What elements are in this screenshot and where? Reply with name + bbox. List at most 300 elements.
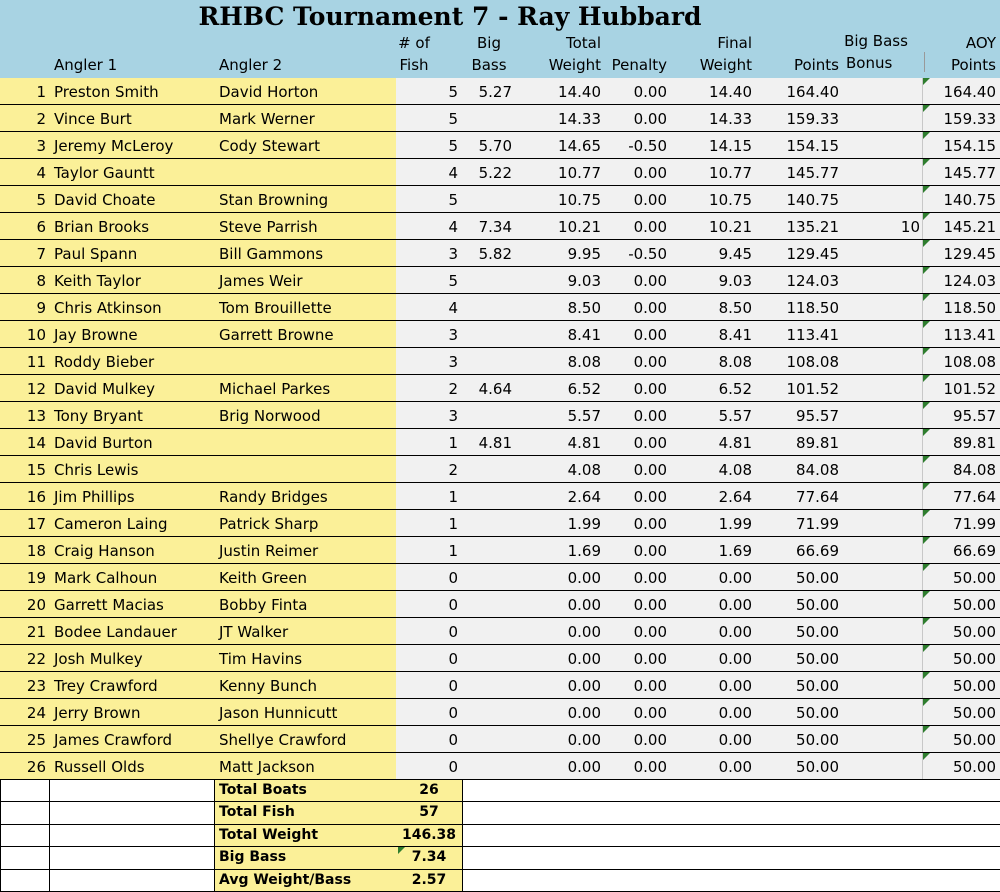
points-cell[interactable]: 154.15 bbox=[786, 137, 839, 155]
big-bass-cell[interactable]: 5.82 bbox=[478, 245, 512, 263]
final-weight-cell[interactable]: 14.33 bbox=[709, 110, 752, 128]
penalty-cell[interactable]: 0.00 bbox=[633, 677, 667, 695]
empty-cell[interactable] bbox=[0, 825, 50, 846]
points-cell[interactable]: 129.45 bbox=[786, 245, 839, 263]
angler-2-cell[interactable]: Michael Parkes bbox=[219, 380, 331, 398]
header-fish-line1: # of bbox=[398, 34, 430, 52]
points-cell[interactable]: 50.00 bbox=[796, 677, 839, 695]
total-weight-cell[interactable]: 0.00 bbox=[567, 677, 601, 695]
rank-cell[interactable]: 12 bbox=[26, 380, 46, 398]
aoy-points-cell[interactable]: 50.00 bbox=[953, 731, 996, 749]
total-weight-cell[interactable]: 0.00 bbox=[567, 704, 601, 722]
aoy-points-cell[interactable]: 66.69 bbox=[953, 542, 996, 560]
fish-count-cell[interactable]: 0 bbox=[448, 758, 458, 776]
angler-2-cell[interactable]: Patrick Sharp bbox=[219, 515, 319, 533]
empty-cell[interactable] bbox=[0, 870, 50, 891]
header-band bbox=[0, 0, 1000, 79]
rank-cell[interactable]: 1 bbox=[36, 83, 46, 101]
fish-count-cell[interactable]: 0 bbox=[448, 704, 458, 722]
final-weight-cell[interactable]: 1.99 bbox=[718, 515, 752, 533]
aoy-points-cell[interactable]: 164.40 bbox=[943, 83, 996, 101]
penalty-cell[interactable]: 0.00 bbox=[633, 623, 667, 641]
final-weight-cell[interactable]: 5.57 bbox=[718, 407, 752, 425]
rank-cell[interactable]: 17 bbox=[26, 515, 46, 533]
final-weight-cell[interactable]: 0.00 bbox=[718, 704, 752, 722]
fish-count-cell[interactable]: 2 bbox=[448, 380, 458, 398]
total-weight-cell[interactable]: 4.81 bbox=[567, 434, 601, 452]
angler-2-cell[interactable]: Mark Werner bbox=[219, 110, 315, 128]
aoy-points-cell[interactable]: 108.08 bbox=[943, 353, 996, 371]
penalty-cell[interactable]: 0.00 bbox=[633, 461, 667, 479]
penalty-cell[interactable]: 0.00 bbox=[633, 191, 667, 209]
angler-1-cell[interactable]: Chris Lewis bbox=[54, 461, 139, 479]
aoy-points-cell[interactable]: 50.00 bbox=[953, 677, 996, 695]
rank-cell[interactable]: 13 bbox=[26, 407, 46, 425]
totals-label[interactable]: Total Boats bbox=[215, 780, 396, 801]
table-row bbox=[0, 672, 1000, 699]
angler-2-cell[interactable]: Shellye Crawford bbox=[219, 731, 347, 749]
big-bass-cell[interactable]: 5.70 bbox=[478, 137, 512, 155]
aoy-points-cell[interactable]: 50.00 bbox=[953, 704, 996, 722]
penalty-cell[interactable]: 0.00 bbox=[633, 758, 667, 776]
total-weight-cell[interactable]: 8.50 bbox=[567, 299, 601, 317]
fish-count-cell[interactable]: 1 bbox=[448, 434, 458, 452]
total-weight-cell[interactable]: 1.99 bbox=[567, 515, 601, 533]
empty-cell[interactable] bbox=[50, 825, 215, 846]
final-weight-cell[interactable]: 10.21 bbox=[709, 218, 752, 236]
final-weight-cell[interactable]: 4.08 bbox=[718, 461, 752, 479]
angler-2-cell[interactable]: Kenny Bunch bbox=[219, 677, 318, 695]
angler-1-cell[interactable]: Mark Calhoun bbox=[54, 569, 158, 587]
big-bass-cell[interactable]: 7.34 bbox=[478, 218, 512, 236]
angler-1-cell[interactable]: Jerry Brown bbox=[54, 704, 141, 722]
points-cell[interactable]: 135.21 bbox=[786, 218, 839, 236]
results-table bbox=[0, 78, 1000, 780]
header-penalty: Penalty bbox=[611, 56, 667, 74]
total-weight-cell[interactable]: 0.00 bbox=[567, 650, 601, 668]
rank-cell[interactable]: 9 bbox=[36, 299, 46, 317]
totals-label[interactable]: Big Bass bbox=[215, 847, 396, 868]
fish-count-cell[interactable]: 5 bbox=[448, 272, 458, 290]
total-weight-cell[interactable]: 8.08 bbox=[567, 353, 601, 371]
final-weight-cell[interactable]: 10.75 bbox=[709, 191, 752, 209]
penalty-cell[interactable]: 0.00 bbox=[633, 434, 667, 452]
angler-2-cell[interactable]: Tom Brouillette bbox=[219, 299, 332, 317]
totals-label[interactable]: Total Fish bbox=[215, 802, 396, 823]
total-weight-cell[interactable]: 14.65 bbox=[558, 137, 601, 155]
angler-1-cell[interactable]: Trey Crawford bbox=[54, 677, 158, 695]
total-weight-cell[interactable]: 0.00 bbox=[567, 758, 601, 776]
fish-count-cell[interactable]: 0 bbox=[448, 596, 458, 614]
aoy-points-cell[interactable]: 140.75 bbox=[943, 191, 996, 209]
final-weight-cell[interactable]: 9.45 bbox=[718, 245, 752, 263]
angler-1-cell[interactable]: Bodee Landauer bbox=[54, 623, 177, 641]
penalty-cell[interactable]: -0.50 bbox=[628, 137, 667, 155]
rank-cell[interactable]: 14 bbox=[26, 434, 46, 452]
table-row bbox=[0, 537, 1000, 564]
aoy-points-cell[interactable]: 77.64 bbox=[953, 488, 996, 506]
fish-count-cell[interactable]: 4 bbox=[448, 164, 458, 182]
header-angler-2: Angler 2 bbox=[219, 56, 283, 74]
header-bigbass-line1: Big bbox=[477, 34, 501, 52]
rank-cell[interactable]: 10 bbox=[26, 326, 46, 344]
rank-cell[interactable]: 25 bbox=[26, 731, 46, 749]
points-cell[interactable]: 89.81 bbox=[796, 434, 839, 452]
total-weight-cell[interactable]: 0.00 bbox=[567, 596, 601, 614]
angler-1-cell[interactable]: Craig Hanson bbox=[54, 542, 155, 560]
angler-2-cell[interactable]: Stan Browning bbox=[219, 191, 329, 209]
points-cell[interactable]: 50.00 bbox=[796, 731, 839, 749]
points-cell[interactable]: 50.00 bbox=[796, 704, 839, 722]
table-row bbox=[0, 645, 1000, 672]
final-weight-cell[interactable]: 14.40 bbox=[709, 83, 752, 101]
angler-2-cell[interactable]: Cody Stewart bbox=[219, 137, 320, 155]
table-row bbox=[0, 267, 1000, 294]
aoy-points-cell[interactable]: 50.00 bbox=[953, 596, 996, 614]
angler-1-cell[interactable]: Vince Burt bbox=[54, 110, 132, 128]
fish-count-cell[interactable]: 0 bbox=[448, 650, 458, 668]
penalty-cell[interactable]: 0.00 bbox=[633, 407, 667, 425]
fish-count-cell[interactable]: 4 bbox=[448, 218, 458, 236]
final-weight-cell[interactable]: 14.15 bbox=[709, 137, 752, 155]
big-bass-cell[interactable]: 4.64 bbox=[478, 380, 512, 398]
points-cell[interactable]: 164.40 bbox=[786, 83, 839, 101]
aoy-points-cell[interactable]: 129.45 bbox=[943, 245, 996, 263]
angler-1-cell[interactable]: Jeremy McLeroy bbox=[54, 137, 174, 155]
angler-1-cell[interactable]: Josh Mulkey bbox=[54, 650, 143, 668]
table-row bbox=[0, 402, 1000, 429]
penalty-cell[interactable]: 0.00 bbox=[633, 704, 667, 722]
fish-count-cell[interactable]: 4 bbox=[448, 299, 458, 317]
fish-count-cell[interactable]: 3 bbox=[448, 245, 458, 263]
big-bass-cell[interactable]: 5.22 bbox=[478, 164, 512, 182]
aoy-points-cell[interactable]: 154.15 bbox=[943, 137, 996, 155]
total-weight-cell[interactable]: 6.52 bbox=[567, 380, 601, 398]
angler-2-cell[interactable]: Justin Reimer bbox=[219, 542, 319, 560]
points-cell[interactable]: 77.64 bbox=[796, 488, 839, 506]
totals-row bbox=[0, 780, 1000, 802]
final-weight-cell[interactable]: 9.03 bbox=[718, 272, 752, 290]
header-bigbass-line2: Bass bbox=[471, 56, 507, 74]
total-weight-cell[interactable]: 1.69 bbox=[567, 542, 601, 560]
angler-2-cell[interactable]: Randy Bridges bbox=[219, 488, 328, 506]
table-row bbox=[0, 483, 1000, 510]
fish-count-cell[interactable]: 0 bbox=[448, 677, 458, 695]
total-weight-cell[interactable]: 8.41 bbox=[567, 326, 601, 344]
fish-count-cell[interactable]: 0 bbox=[448, 731, 458, 749]
table-row bbox=[0, 348, 1000, 375]
totals-value[interactable]: 7.34 bbox=[396, 847, 463, 868]
penalty-cell[interactable]: 0.00 bbox=[633, 731, 667, 749]
final-weight-cell[interactable]: 0.00 bbox=[718, 677, 752, 695]
angler-2-cell[interactable]: Tim Havins bbox=[219, 650, 303, 668]
rank-cell[interactable]: 16 bbox=[26, 488, 46, 506]
final-weight-cell[interactable]: 8.41 bbox=[718, 326, 752, 344]
angler-1-cell[interactable]: James Crawford bbox=[54, 731, 173, 749]
rank-cell[interactable]: 23 bbox=[26, 677, 46, 695]
points-cell[interactable]: 95.57 bbox=[796, 407, 839, 425]
points-cell[interactable]: 50.00 bbox=[796, 569, 839, 587]
totals-row bbox=[0, 825, 1000, 847]
points-cell[interactable]: 159.33 bbox=[786, 110, 839, 128]
angler-1-cell[interactable]: Taylor Gauntt bbox=[54, 164, 155, 182]
angler-2-cell[interactable]: Garrett Browne bbox=[219, 326, 334, 344]
rank-cell[interactable]: 19 bbox=[26, 569, 46, 587]
angler-1-cell[interactable]: David Mulkey bbox=[54, 380, 155, 398]
penalty-cell[interactable]: 0.00 bbox=[633, 164, 667, 182]
points-cell[interactable]: 118.50 bbox=[786, 299, 839, 317]
angler-1-cell[interactable]: Keith Taylor bbox=[54, 272, 141, 290]
aoy-points-cell[interactable]: 71.99 bbox=[953, 515, 996, 533]
final-weight-cell[interactable]: 2.64 bbox=[718, 488, 752, 506]
aoy-points-cell[interactable]: 50.00 bbox=[953, 623, 996, 641]
empty-cell[interactable] bbox=[0, 802, 50, 823]
header-total-line1: Total bbox=[565, 34, 601, 52]
table-row bbox=[0, 510, 1000, 537]
sheet-title: RHBC Tournament 7 - Ray Hubbard bbox=[198, 2, 702, 31]
penalty-cell[interactable]: 0.00 bbox=[633, 299, 667, 317]
header-bonus-line2: Bonus bbox=[846, 54, 893, 72]
table-row bbox=[0, 699, 1000, 726]
angler-1-cell[interactable]: David Burton bbox=[54, 434, 153, 452]
total-weight-cell[interactable]: 10.21 bbox=[558, 218, 601, 236]
fish-count-cell[interactable]: 3 bbox=[448, 326, 458, 344]
points-cell[interactable]: 71.99 bbox=[796, 515, 839, 533]
totals-label[interactable]: Avg Weight/Bass bbox=[215, 870, 396, 891]
points-cell[interactable]: 84.08 bbox=[796, 461, 839, 479]
total-weight-cell[interactable]: 0.00 bbox=[567, 623, 601, 641]
table-row bbox=[0, 105, 1000, 132]
aoy-points-cell[interactable]: 145.21 bbox=[943, 218, 996, 236]
points-cell[interactable]: 66.69 bbox=[796, 542, 839, 560]
angler-2-cell[interactable]: JT Walker bbox=[219, 623, 289, 641]
formula-flag-icon bbox=[398, 847, 405, 854]
points-cell[interactable]: 50.00 bbox=[796, 758, 839, 776]
rank-cell[interactable]: 20 bbox=[26, 596, 46, 614]
total-weight-cell[interactable]: 9.95 bbox=[567, 245, 601, 263]
rank-cell[interactable]: 6 bbox=[36, 218, 46, 236]
header-separator bbox=[924, 52, 925, 72]
total-weight-cell[interactable]: 9.03 bbox=[567, 272, 601, 290]
penalty-cell[interactable]: 0.00 bbox=[633, 218, 667, 236]
rank-cell[interactable]: 11 bbox=[26, 353, 46, 371]
penalty-cell[interactable]: 0.00 bbox=[633, 650, 667, 668]
penalty-cell[interactable]: 0.00 bbox=[633, 272, 667, 290]
table-row bbox=[0, 429, 1000, 456]
penalty-cell[interactable]: 0.00 bbox=[633, 542, 667, 560]
points-cell[interactable]: 50.00 bbox=[796, 596, 839, 614]
header-final-line1: Final bbox=[717, 34, 752, 52]
header-aoy-line1: AOY bbox=[965, 34, 996, 52]
rank-cell[interactable]: 15 bbox=[26, 461, 46, 479]
penalty-cell[interactable]: 0.00 bbox=[633, 488, 667, 506]
points-cell[interactable]: 50.00 bbox=[796, 650, 839, 668]
angler-2-cell[interactable]: Keith Green bbox=[219, 569, 308, 587]
header-aoy-line2: Points bbox=[950, 56, 996, 74]
fish-count-cell[interactable]: 5 bbox=[448, 191, 458, 209]
angler-1-cell[interactable]: Preston Smith bbox=[54, 83, 159, 101]
empty-cell[interactable] bbox=[50, 847, 215, 868]
angler-1-cell[interactable]: Chris Atkinson bbox=[54, 299, 162, 317]
aoy-points-cell[interactable]: 159.33 bbox=[943, 110, 996, 128]
header-angler-1: Angler 1 bbox=[54, 56, 118, 74]
aoy-points-cell[interactable]: 113.41 bbox=[943, 326, 996, 344]
rank-cell[interactable]: 2 bbox=[36, 110, 46, 128]
empty-cell[interactable] bbox=[50, 780, 215, 801]
aoy-points-cell[interactable]: 145.77 bbox=[943, 164, 996, 182]
totals-row bbox=[0, 847, 1000, 869]
aoy-points-cell[interactable]: 101.52 bbox=[943, 380, 996, 398]
rank-cell[interactable]: 21 bbox=[26, 623, 46, 641]
final-weight-cell[interactable]: 10.77 bbox=[709, 164, 752, 182]
fish-count-cell[interactable]: 5 bbox=[448, 137, 458, 155]
angler-1-cell[interactable]: Brian Brooks bbox=[54, 218, 150, 236]
total-weight-cell[interactable]: 4.08 bbox=[567, 461, 601, 479]
aoy-points-cell[interactable]: 50.00 bbox=[953, 569, 996, 587]
final-weight-cell[interactable]: 0.00 bbox=[718, 596, 752, 614]
penalty-cell[interactable]: 0.00 bbox=[633, 380, 667, 398]
fish-count-cell[interactable]: 0 bbox=[448, 623, 458, 641]
fish-count-cell[interactable]: 1 bbox=[448, 542, 458, 560]
totals-value[interactable]: 2.57 bbox=[396, 870, 463, 891]
total-weight-cell[interactable]: 0.00 bbox=[567, 731, 601, 749]
points-cell[interactable]: 145.77 bbox=[786, 164, 839, 182]
angler-2-cell[interactable]: James Weir bbox=[219, 272, 303, 290]
angler-1-cell[interactable]: David Choate bbox=[54, 191, 156, 209]
empty-cell[interactable] bbox=[0, 847, 50, 868]
penalty-cell[interactable]: 0.00 bbox=[633, 326, 667, 344]
fish-count-cell[interactable]: 0 bbox=[448, 569, 458, 587]
angler-1-cell[interactable]: Cameron Laing bbox=[54, 515, 168, 533]
totals-value[interactable]: 57 bbox=[396, 802, 463, 823]
final-weight-cell[interactable]: 0.00 bbox=[718, 569, 752, 587]
fish-count-cell[interactable]: 5 bbox=[448, 110, 458, 128]
aoy-points-cell[interactable]: 84.08 bbox=[953, 461, 996, 479]
empty-cell[interactable] bbox=[0, 780, 50, 801]
penalty-cell[interactable]: 0.00 bbox=[633, 515, 667, 533]
points-cell[interactable]: 140.75 bbox=[786, 191, 839, 209]
penalty-cell[interactable]: 0.00 bbox=[633, 110, 667, 128]
totals-label[interactable]: Total Weight bbox=[215, 825, 396, 846]
totals-value[interactable]: 26 bbox=[396, 780, 463, 801]
fish-count-cell[interactable]: 3 bbox=[448, 407, 458, 425]
big-bass-cell[interactable]: 5.27 bbox=[478, 83, 512, 101]
points-cell[interactable]: 50.00 bbox=[796, 623, 839, 641]
angler-2-cell[interactable]: Brig Norwood bbox=[219, 407, 321, 425]
points-cell[interactable]: 108.08 bbox=[786, 353, 839, 371]
angler-1-cell[interactable]: Tony Bryant bbox=[54, 407, 143, 425]
table-row bbox=[0, 456, 1000, 483]
total-weight-cell[interactable]: 2.64 bbox=[567, 488, 601, 506]
header-bonus-line1: Big Bass bbox=[844, 32, 908, 50]
fish-count-cell[interactable]: 2 bbox=[448, 461, 458, 479]
final-weight-cell[interactable]: 0.00 bbox=[718, 758, 752, 776]
angler-1-cell[interactable]: Russell Olds bbox=[54, 758, 145, 776]
rank-cell[interactable]: 5 bbox=[36, 191, 46, 209]
rank-cell[interactable]: 26 bbox=[26, 758, 46, 776]
rank-cell[interactable]: 8 bbox=[36, 272, 46, 290]
penalty-cell[interactable]: 0.00 bbox=[633, 353, 667, 371]
table-row bbox=[0, 186, 1000, 213]
aoy-points-cell[interactable]: 50.00 bbox=[953, 650, 996, 668]
angler-2-cell[interactable]: Jason Hunnicutt bbox=[219, 704, 338, 722]
fish-count-cell[interactable]: 3 bbox=[448, 353, 458, 371]
total-weight-cell[interactable]: 14.33 bbox=[558, 110, 601, 128]
final-weight-cell[interactable]: 8.50 bbox=[718, 299, 752, 317]
totals-value[interactable]: 146.38 bbox=[396, 825, 463, 846]
points-cell[interactable]: 101.52 bbox=[786, 380, 839, 398]
angler-1-cell[interactable]: Roddy Bieber bbox=[54, 353, 155, 371]
rank-cell[interactable]: 4 bbox=[36, 164, 46, 182]
big-bass-bonus-cell[interactable]: 10 bbox=[900, 218, 920, 236]
empty-cell[interactable] bbox=[50, 802, 215, 823]
points-cell[interactable]: 124.03 bbox=[786, 272, 839, 290]
totals-row bbox=[0, 802, 1000, 824]
header-final-line2: Weight bbox=[699, 56, 752, 74]
table-row bbox=[0, 564, 1000, 591]
final-weight-cell[interactable]: 0.00 bbox=[718, 650, 752, 668]
rank-cell[interactable]: 7 bbox=[36, 245, 46, 263]
angler-2-cell[interactable]: Steve Parrish bbox=[219, 218, 318, 236]
empty-cell[interactable] bbox=[50, 870, 215, 891]
table-row bbox=[0, 240, 1000, 267]
big-bass-cell[interactable]: 4.81 bbox=[478, 434, 512, 452]
final-weight-cell[interactable]: 8.08 bbox=[718, 353, 752, 371]
rank-cell[interactable]: 3 bbox=[36, 137, 46, 155]
final-weight-cell[interactable]: 6.52 bbox=[718, 380, 752, 398]
penalty-cell[interactable]: 0.00 bbox=[633, 83, 667, 101]
total-weight-cell[interactable]: 0.00 bbox=[567, 569, 601, 587]
aoy-points-cell[interactable]: 50.00 bbox=[953, 758, 996, 776]
penalty-cell[interactable]: 0.00 bbox=[633, 569, 667, 587]
table-row bbox=[0, 213, 1000, 240]
final-weight-cell[interactable]: 0.00 bbox=[718, 623, 752, 641]
aoy-points-cell[interactable]: 95.57 bbox=[953, 407, 996, 425]
penalty-cell[interactable]: 0.00 bbox=[633, 596, 667, 614]
final-weight-cell[interactable]: 1.69 bbox=[718, 542, 752, 560]
angler-1-cell[interactable]: Paul Spann bbox=[54, 245, 138, 263]
table-row bbox=[0, 321, 1000, 348]
angler-2-cell[interactable]: Matt Jackson bbox=[219, 758, 315, 776]
table-row bbox=[0, 78, 1000, 105]
aoy-points-cell[interactable]: 118.50 bbox=[943, 299, 996, 317]
rank-cell[interactable]: 18 bbox=[26, 542, 46, 560]
rank-cell[interactable]: 24 bbox=[26, 704, 46, 722]
rank-cell[interactable]: 22 bbox=[26, 650, 46, 668]
table-row bbox=[0, 726, 1000, 753]
fish-count-cell[interactable]: 1 bbox=[448, 488, 458, 506]
penalty-cell[interactable]: -0.50 bbox=[628, 245, 667, 263]
angler-2-cell[interactable]: Bobby Finta bbox=[219, 596, 308, 614]
angler-1-cell[interactable]: Jay Browne bbox=[54, 326, 138, 344]
angler-2-cell[interactable]: David Horton bbox=[219, 83, 319, 101]
angler-1-cell[interactable]: Jim Phillips bbox=[54, 488, 135, 506]
final-weight-cell[interactable]: 0.00 bbox=[718, 731, 752, 749]
total-weight-cell[interactable]: 5.57 bbox=[567, 407, 601, 425]
table-row bbox=[0, 753, 1000, 780]
aoy-points-cell[interactable]: 124.03 bbox=[943, 272, 996, 290]
final-weight-cell[interactable]: 4.81 bbox=[718, 434, 752, 452]
angler-2-cell[interactable]: Bill Gammons bbox=[219, 245, 324, 263]
points-cell[interactable]: 113.41 bbox=[786, 326, 839, 344]
fish-count-cell[interactable]: 1 bbox=[448, 515, 458, 533]
angler-1-cell[interactable]: Garrett Macias bbox=[54, 596, 164, 614]
aoy-points-cell[interactable]: 89.81 bbox=[953, 434, 996, 452]
total-weight-cell[interactable]: 10.75 bbox=[558, 191, 601, 209]
total-weight-cell[interactable]: 10.77 bbox=[558, 164, 601, 182]
fish-count-cell[interactable]: 5 bbox=[448, 83, 458, 101]
total-weight-cell[interactable]: 14.40 bbox=[558, 83, 601, 101]
